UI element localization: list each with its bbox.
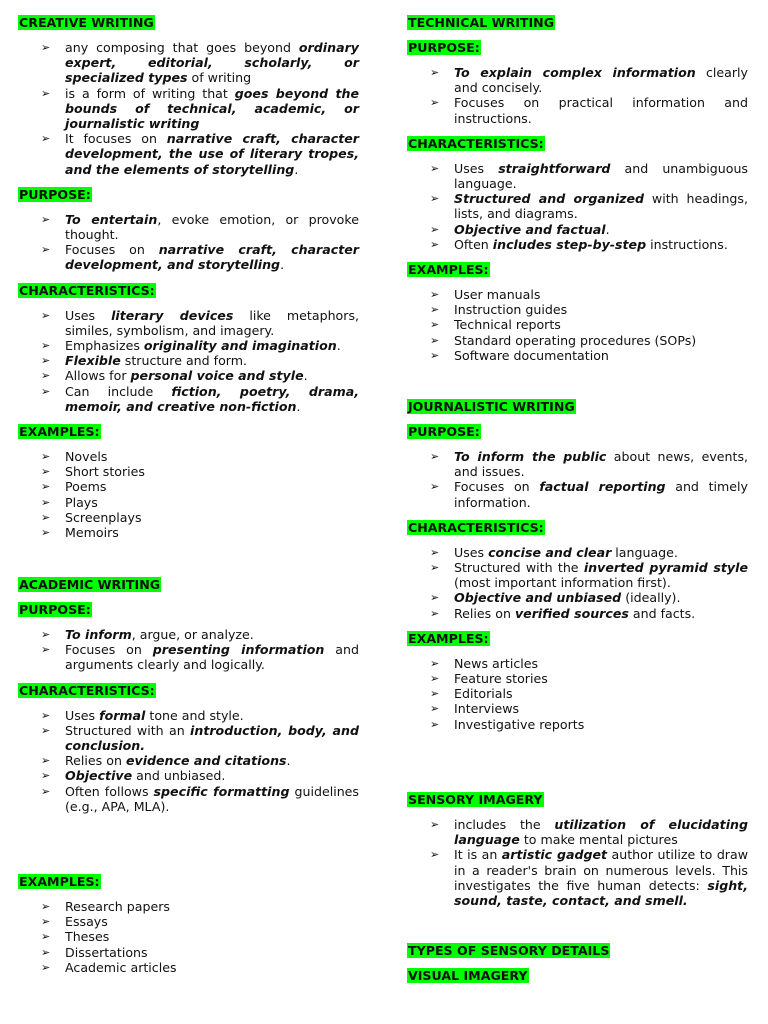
emphasized-text: introduction, body, and conclusion. xyxy=(65,722,360,754)
example-item xyxy=(430,317,748,333)
arrow-bullet-icon: ➢ xyxy=(430,66,440,79)
list-item-text: . xyxy=(296,398,301,414)
example-item-text: Short stories xyxy=(65,464,145,480)
list-item-text: . xyxy=(286,753,291,769)
list-item-text: Often xyxy=(454,236,493,252)
list-item xyxy=(41,753,359,769)
arrow-bullet-icon: ➢ xyxy=(41,41,51,54)
creative-writing-section xyxy=(18,15,359,550)
example-item xyxy=(430,347,748,363)
arrow-bullet-icon: ➢ xyxy=(41,495,51,509)
arrow-bullet-icon: ➢ xyxy=(430,717,440,731)
journalistic-examples-list xyxy=(407,656,748,732)
emphasized-text: goes beyond the bounds of technical, academic, or journalistic writing xyxy=(65,85,359,132)
example-item xyxy=(430,655,748,671)
list-item-text: is a form of writing that xyxy=(65,85,235,101)
emphasized-text: Structured and organized xyxy=(454,191,645,207)
emphasized-text: artistic gadget xyxy=(501,847,608,863)
academic-characteristics-label: CHARACTERISTICS: xyxy=(19,682,155,698)
arrow-bullet-icon: ➢ xyxy=(41,915,51,929)
arrow-bullet-icon: ➢ xyxy=(430,561,440,575)
example-item xyxy=(41,929,359,945)
arrow-bullet-icon: ➢ xyxy=(430,237,440,251)
emphasized-text: Objective xyxy=(65,768,133,784)
list-item xyxy=(41,783,359,814)
list-item-text: Relies on xyxy=(454,605,515,621)
list-item-text: and unbiased. xyxy=(132,768,226,784)
arrow-bullet-icon: ➢ xyxy=(430,672,440,686)
list-item-text: Focuses on xyxy=(65,642,153,658)
list-item-text: Structured with an xyxy=(65,722,191,738)
emphasized-text: Flexible xyxy=(65,353,121,369)
list-item-text: Can include xyxy=(65,383,172,399)
list-item-text: any composing that goes beyond xyxy=(65,40,299,55)
emphasized-text: sight, sound, taste, contact, and smell. xyxy=(454,877,748,909)
list-item-text: and timely information. xyxy=(454,479,748,510)
list-item-text: and arguments clearly and logically. xyxy=(65,642,359,673)
journalistic-purpose-list xyxy=(407,449,748,510)
creative-writing-definition-list xyxy=(18,40,359,177)
example-item xyxy=(41,509,359,525)
list-item-text: tone and style. xyxy=(145,707,244,723)
example-item xyxy=(430,686,748,702)
arrow-bullet-icon: ➢ xyxy=(41,243,51,257)
arrow-bullet-icon: ➢ xyxy=(430,656,440,670)
list-item xyxy=(41,353,359,369)
example-item xyxy=(41,899,359,914)
arrow-bullet-icon: ➢ xyxy=(41,708,51,722)
list-item-text: Focuses on practical information and instructions. xyxy=(454,95,748,126)
technical-purpose-label: PURPOSE: xyxy=(408,40,480,55)
list-item xyxy=(41,211,359,243)
example-item-text: Academic articles xyxy=(65,959,177,975)
example-item xyxy=(41,914,359,930)
list-item-text: , evoke emotion, or provoke thought. xyxy=(65,211,359,243)
list-item-text: author utilize to draw in a reader's brain on numerous levels. This investigates the five human detects: xyxy=(454,847,749,893)
arrow-bullet-icon: ➢ xyxy=(430,161,440,175)
journalistic-examples-label: EXAMPLES: xyxy=(408,630,489,646)
academic-writing-heading: ACADEMIC WRITING xyxy=(19,577,161,592)
example-item-text: Research papers xyxy=(65,899,170,914)
technical-characteristics-list xyxy=(407,161,748,252)
arrow-bullet-icon: ➢ xyxy=(430,348,440,362)
emphasized-text: evidence and citations xyxy=(125,753,287,769)
example-item-text: Plays xyxy=(65,494,98,510)
arrow-bullet-icon: ➢ xyxy=(430,303,440,317)
arrow-bullet-icon: ➢ xyxy=(41,354,51,368)
journalistic-characteristics-label: CHARACTERISTICS: xyxy=(408,519,544,535)
emphasized-text: specific formatting xyxy=(153,783,290,799)
list-item-text: It is an xyxy=(454,847,502,863)
emphasized-text: includes step-by-step xyxy=(492,236,647,252)
visual-imagery-heading: VISUAL IMAGERY xyxy=(408,968,528,983)
list-item-text: clearly and concisely. xyxy=(454,65,748,96)
arrow-bullet-icon: ➢ xyxy=(41,960,51,974)
list-item xyxy=(430,544,748,560)
academic-writing-section xyxy=(18,577,359,824)
example-item xyxy=(41,525,359,541)
arrow-bullet-icon: ➢ xyxy=(430,480,440,494)
list-item-text: structure and form. xyxy=(120,353,248,369)
sensory-imagery-heading: SENSORY IMAGERY xyxy=(408,792,543,807)
example-item-text: Instruction guides xyxy=(454,302,568,318)
list-item-text: instructions. xyxy=(646,236,728,252)
technical-writing-section xyxy=(407,15,748,373)
example-item-text: Memoirs xyxy=(65,525,119,541)
sensory-imagery-section xyxy=(407,792,748,918)
emphasized-text: personal voice and style xyxy=(130,368,304,384)
example-item-text: Software documentation xyxy=(454,347,609,363)
technical-purpose-list xyxy=(407,65,748,126)
arrow-bullet-icon: ➢ xyxy=(430,848,440,862)
technical-characteristics-label: CHARACTERISTICS: xyxy=(408,135,544,151)
arrow-bullet-icon: ➢ xyxy=(41,900,51,913)
example-item xyxy=(41,494,359,510)
list-item xyxy=(430,236,748,252)
list-item xyxy=(430,449,749,480)
arrow-bullet-icon: ➢ xyxy=(430,318,440,332)
example-item-text: News articles xyxy=(454,655,539,671)
example-item xyxy=(430,701,748,717)
example-item-text: Novels xyxy=(65,449,108,465)
list-item-text: and unambiguous language. xyxy=(454,160,748,192)
list-item xyxy=(430,191,748,222)
arrow-bullet-icon: ➢ xyxy=(41,723,51,737)
list-item-text: about news, events, and issues. xyxy=(454,449,749,480)
list-item-text: to make mental pictures xyxy=(519,832,678,848)
list-item-text: Structured with the xyxy=(454,560,584,576)
emphasized-text: To inform the public xyxy=(454,449,607,464)
list-item-text: and facts. xyxy=(628,605,696,621)
list-item-text: Emphasizes xyxy=(65,338,144,354)
arrow-bullet-icon: ➢ xyxy=(41,930,51,944)
journalistic-purpose-label: PURPOSE: xyxy=(408,424,480,439)
journalistic-characteristics-list xyxy=(407,545,748,621)
journalistic-writing-heading: JOURNALISTIC WRITING xyxy=(408,399,575,414)
list-item xyxy=(41,707,359,723)
arrow-bullet-icon: ➢ xyxy=(430,687,440,701)
arrow-bullet-icon: ➢ xyxy=(430,702,440,716)
technical-writing-heading: TECHNICAL WRITING xyxy=(408,15,555,30)
emphasized-text: To inform xyxy=(65,627,132,642)
list-item-text: Uses xyxy=(65,707,100,723)
list-item-text: guidelines (e.g., APA, MLA). xyxy=(65,783,359,814)
list-item-text: (ideally). xyxy=(621,590,681,606)
example-item-text: Theses xyxy=(65,929,110,945)
example-item xyxy=(430,332,748,348)
arrow-bullet-icon: ➢ xyxy=(430,545,440,559)
example-item xyxy=(41,479,359,495)
list-item xyxy=(430,817,748,848)
arrow-bullet-icon: ➢ xyxy=(41,339,51,353)
list-item-text: , argue, or analyze. xyxy=(131,627,254,642)
creative-examples-label: EXAMPLES: xyxy=(19,424,100,440)
emphasized-text: To explain complex information xyxy=(454,65,696,80)
arrow-bullet-icon: ➢ xyxy=(430,606,440,620)
example-item xyxy=(430,671,748,687)
list-item xyxy=(41,383,359,414)
list-item-text: of writing xyxy=(187,70,252,86)
emphasized-text: verified sources xyxy=(514,605,629,621)
arrow-bullet-icon: ➢ xyxy=(430,288,440,302)
example-item-text: Technical reports xyxy=(454,317,561,333)
example-item-text: Interviews xyxy=(454,701,520,717)
example-item-text: Editorials xyxy=(454,686,513,702)
arrow-bullet-icon: ➢ xyxy=(430,450,440,463)
example-item-text: User manuals xyxy=(454,287,541,303)
emphasized-text: Objective and factual xyxy=(454,221,606,237)
arrow-bullet-icon: ➢ xyxy=(41,643,51,657)
arrow-bullet-icon: ➢ xyxy=(41,945,51,959)
list-item xyxy=(430,221,748,237)
emphasized-text: fiction, poetry, drama, memoir, and creative non-fiction xyxy=(65,383,359,414)
list-item xyxy=(430,160,748,192)
emphasized-text: factual reporting xyxy=(539,479,666,495)
emphasized-text: utilization of elucidating language xyxy=(454,817,748,848)
arrow-bullet-icon: ➢ xyxy=(41,526,51,540)
arrow-bullet-icon: ➢ xyxy=(41,480,51,494)
emphasized-text: formal xyxy=(99,707,146,723)
arrow-bullet-icon: ➢ xyxy=(41,628,51,641)
list-item-text: with headings, lists, and diagrams. xyxy=(454,191,748,222)
list-item-text: like metaphors, similes, symbolism, and imagery. xyxy=(65,307,360,338)
arrow-bullet-icon: ➢ xyxy=(41,212,51,226)
list-item xyxy=(41,368,359,384)
emphasized-text: Objective and unbiased xyxy=(454,590,622,606)
arrow-bullet-icon: ➢ xyxy=(430,96,440,110)
list-item xyxy=(430,560,749,591)
emphasized-text: literary devices xyxy=(111,307,234,323)
arrow-bullet-icon: ➢ xyxy=(41,769,51,783)
example-item-text: Screenplays xyxy=(65,509,142,525)
arrow-bullet-icon: ➢ xyxy=(41,369,51,383)
list-item-text: Relies on xyxy=(65,753,126,769)
example-item-text: Essays xyxy=(65,914,108,930)
arrow-bullet-icon: ➢ xyxy=(41,308,51,322)
arrow-bullet-icon: ➢ xyxy=(41,450,51,464)
sensory-imagery-list xyxy=(407,817,748,908)
list-item-text: . xyxy=(294,161,299,177)
example-item xyxy=(41,464,359,480)
example-item xyxy=(41,959,359,975)
list-item xyxy=(430,95,748,126)
list-item xyxy=(430,479,748,510)
creative-characteristics-list xyxy=(18,308,359,414)
emphasized-text: narrative craft, character development, the use of literary tropes, and the elements of storytelling xyxy=(65,131,360,177)
list-item-text: Uses xyxy=(454,544,489,560)
creative-writing-heading: CREATIVE WRITING xyxy=(19,15,154,30)
example-item xyxy=(41,449,359,465)
emphasized-text: concise and clear xyxy=(488,544,612,560)
list-item-text: It focuses on xyxy=(65,131,167,147)
arrow-bullet-icon: ➢ xyxy=(41,132,51,146)
emphasized-text: inverted pyramid style xyxy=(583,560,749,576)
list-item-text: (most important information first). xyxy=(454,575,671,591)
arrow-bullet-icon: ➢ xyxy=(430,222,440,236)
list-item-text: . xyxy=(280,257,285,273)
emphasized-text: To entertain xyxy=(65,211,158,227)
list-item xyxy=(41,131,360,177)
technical-examples-label: EXAMPLES: xyxy=(408,262,489,278)
arrow-bullet-icon: ➢ xyxy=(430,818,440,831)
arrow-bullet-icon: ➢ xyxy=(430,192,440,206)
list-item-text: includes the xyxy=(454,817,555,832)
arrow-bullet-icon: ➢ xyxy=(41,784,51,798)
list-item xyxy=(41,627,359,642)
academic-characteristics-list xyxy=(18,708,359,814)
list-item xyxy=(41,40,359,86)
list-item xyxy=(41,642,359,673)
emphasized-text: presenting information xyxy=(152,642,325,658)
example-item xyxy=(430,287,748,303)
list-item xyxy=(41,85,359,132)
example-item-text: Dissertations xyxy=(65,944,148,960)
academic-examples-list xyxy=(18,899,359,975)
arrow-bullet-icon: ➢ xyxy=(41,510,51,524)
list-item-text: Focuses on xyxy=(65,242,159,258)
list-item-text: Often follows xyxy=(65,783,154,799)
list-item xyxy=(41,307,360,338)
example-item-text: Standard operating procedures (SOPs) xyxy=(454,332,697,348)
creative-purpose-list xyxy=(18,212,359,273)
journalistic-writing-section xyxy=(407,399,748,742)
technical-examples-list xyxy=(407,287,748,363)
example-item-text: Investigative reports xyxy=(454,716,585,732)
list-item-text: . xyxy=(605,221,610,237)
list-item-text: Uses xyxy=(454,160,499,176)
list-item xyxy=(430,590,748,606)
list-item xyxy=(430,847,749,909)
list-item xyxy=(41,242,359,273)
example-item-text: Poems xyxy=(65,479,107,495)
arrow-bullet-icon: ➢ xyxy=(41,754,51,768)
example-item xyxy=(41,944,359,960)
academic-examples-label: EXAMPLES: xyxy=(19,874,100,889)
emphasized-text: narrative craft, character development, and storytelling xyxy=(65,242,359,273)
academic-purpose-list xyxy=(18,627,359,673)
example-item xyxy=(430,716,748,732)
list-item xyxy=(41,768,359,784)
list-item xyxy=(430,605,748,621)
list-item-text: Allows for xyxy=(65,368,131,384)
list-item-text: language. xyxy=(611,544,678,560)
creative-purpose-label: PURPOSE: xyxy=(19,186,91,202)
creative-examples-list xyxy=(18,449,359,540)
arrow-bullet-icon: ➢ xyxy=(41,465,51,479)
example-item xyxy=(430,302,748,318)
list-item-text: . xyxy=(303,368,308,384)
list-item-text: . xyxy=(336,338,341,354)
sensory-types-section xyxy=(407,943,748,983)
arrow-bullet-icon: ➢ xyxy=(41,384,51,398)
emphasized-text: straightforward xyxy=(498,160,611,176)
list-item xyxy=(430,65,748,96)
emphasized-text: originality and imagination xyxy=(143,338,337,354)
example-item-text: Feature stories xyxy=(454,671,548,687)
arrow-bullet-icon: ➢ xyxy=(430,333,440,347)
types-of-sensory-details-heading: TYPES OF SENSORY DETAILS xyxy=(408,943,610,958)
creative-characteristics-label: CHARACTERISTICS: xyxy=(19,282,155,298)
list-item-text: Uses xyxy=(65,307,112,323)
academic-examples-section xyxy=(18,874,359,985)
list-item xyxy=(41,722,360,754)
emphasized-text: ordinary expert, editorial, scholarly, or specialized types xyxy=(65,40,359,86)
list-item-text: Focuses on xyxy=(454,479,540,495)
list-item xyxy=(41,338,359,354)
arrow-bullet-icon: ➢ xyxy=(41,86,51,100)
academic-purpose-label: PURPOSE: xyxy=(19,602,91,617)
arrow-bullet-icon: ➢ xyxy=(430,591,440,605)
